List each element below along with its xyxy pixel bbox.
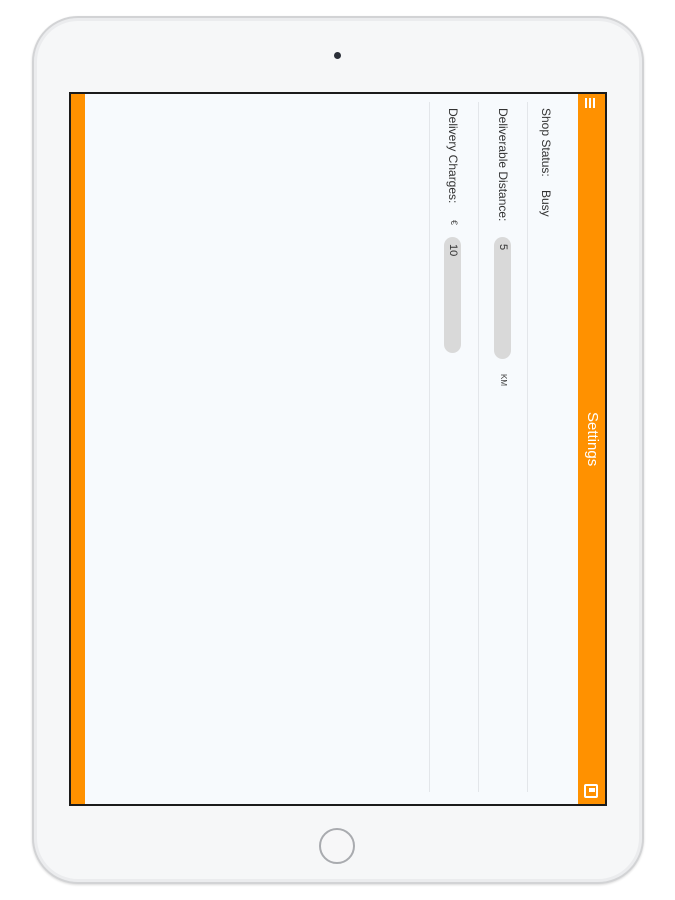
row-divider <box>429 102 430 792</box>
delivery-charges-label: Delivery Charges: <box>446 108 460 204</box>
app-screen <box>69 92 607 806</box>
shop-status-label: Shop Status: <box>539 108 553 177</box>
currency-symbol: € <box>449 220 459 226</box>
delivery-charges-input[interactable] <box>444 237 461 353</box>
camera-dot <box>334 52 341 59</box>
deliverable-distance-input[interactable] <box>494 237 511 359</box>
page-title: Settings <box>584 412 601 467</box>
distance-unit-label: KM <box>499 374 508 386</box>
shop-status-value[interactable]: Busy <box>539 190 553 217</box>
row-divider <box>527 102 528 792</box>
home-button[interactable] <box>319 828 355 864</box>
row-divider <box>478 102 479 792</box>
menu-icon[interactable] <box>585 98 597 108</box>
save-icon[interactable] <box>584 784 598 798</box>
deliverable-distance-value: 5 <box>497 244 509 251</box>
delivery-charges-value: 10 <box>447 244 459 257</box>
deliverable-distance-label: Deliverable Distance: <box>496 108 510 222</box>
side-accent-bar <box>71 94 85 804</box>
header-bar <box>578 94 605 804</box>
